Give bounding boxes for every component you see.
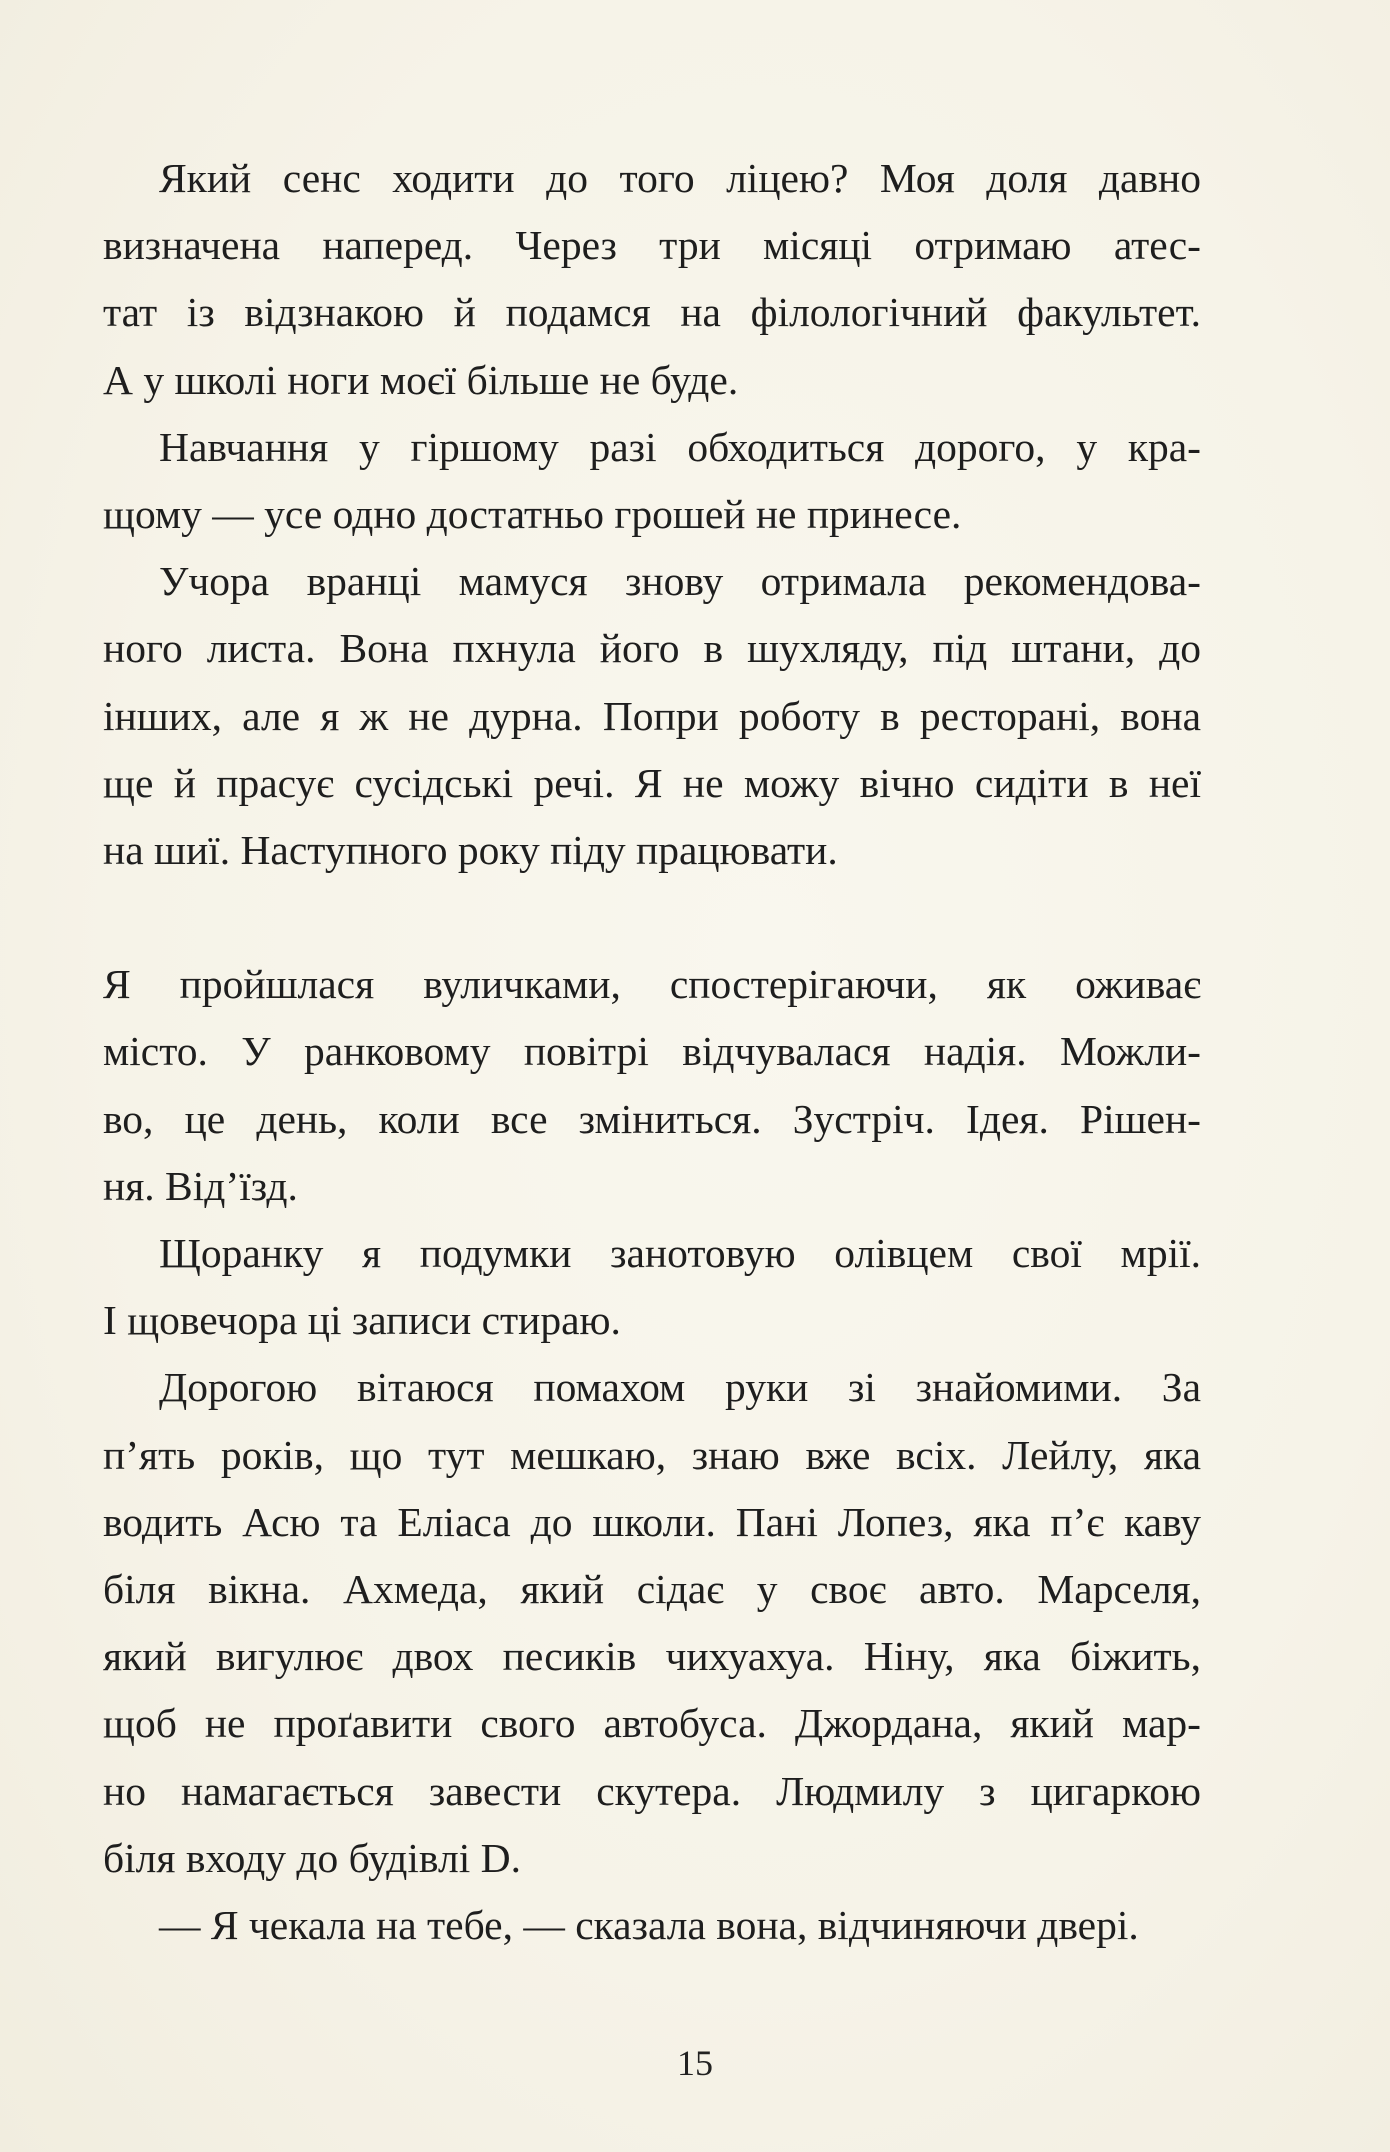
text-line: — Я чекала на тебе, — сказала вона, відчиняючи двері. (159, 1902, 1139, 1949)
text-line: ного листа. Вона пхнула його в шухляду, під штани, до (103, 625, 1201, 672)
text-line: во, це день, коли все зміниться. Зустріч. Ідея. Рішен- (103, 1095, 1201, 1142)
text-line: Який сенс ходити до того ліцею? Моя доля давно (159, 155, 1201, 201)
paragraph (103, 548, 1201, 884)
text-line: місто. У ранковому повітрі відчувалася надія. Можли- (103, 1028, 1201, 1075)
paragraph (103, 414, 1201, 548)
body-text (103, 145, 1201, 1959)
text-line: ще й прасує сусідські речі. Я не можу вічно сидіти в неї (103, 759, 1201, 806)
page-number: 15 (677, 2043, 713, 2083)
text-line: інших, але я ж не дурна. Попри роботу в ресторані, вона (103, 692, 1201, 739)
text-line: Щоранку я подумки занотовую олівцем свої мрії. (159, 1230, 1201, 1277)
paragraph (103, 1220, 1201, 1354)
text-line: біля входу до будівлі D. (103, 1834, 521, 1881)
text-line: п’ять років, що тут мешкаю, знаю вже всіх. Лейлу, яка (103, 1431, 1201, 1478)
text-line: щоб не проґавити свого автобуса. Джордана, який мар- (103, 1700, 1201, 1747)
text-line: щому — усе одно достатньо грошей не принесе. (103, 491, 962, 538)
text-line: Я пройшлася вуличками, спостерігаючи, як оживає (103, 961, 1201, 1008)
text-line: Навчання у гіршому разі обходиться дорого, у кра- (159, 423, 1201, 470)
text-line: ня. Від’їзд. (103, 1162, 298, 1209)
text-line: тат із відзнакою й подамся на філологічний факультет. (103, 289, 1201, 336)
text-line: визначена наперед. Через три місяці отримаю атес- (103, 222, 1201, 269)
paragraph (103, 951, 1201, 1220)
text-line: Дорогою вітаюся помахом руки зі знайомими. За (159, 1364, 1201, 1411)
text-line: біля вікна. Ахмеда, який сідає у своє авто. Марселя, (103, 1566, 1201, 1613)
paragraph (103, 1892, 1201, 1959)
text-line: на шиї. Наступного року піду працювати. (103, 827, 838, 874)
text-line: А у школі ноги моєї більше не буде. (103, 356, 739, 403)
section-break (103, 884, 1201, 951)
text-line: но намагається завести скутера. Людмилу з цигаркою (103, 1767, 1201, 1814)
text-line: який вигулює двох песиків чихуахуа. Ніну, яка біжить, (103, 1633, 1201, 1680)
text-line: І щовечора ці записи стираю. (103, 1297, 621, 1344)
paragraph (103, 145, 1201, 414)
text-line: водить Асю та Еліаса до школи. Пані Лопез, яка п’є каву (103, 1498, 1201, 1545)
text-line: Учора вранці мамуся знову отримала рекомендова- (159, 558, 1201, 605)
paragraph (103, 1354, 1201, 1892)
